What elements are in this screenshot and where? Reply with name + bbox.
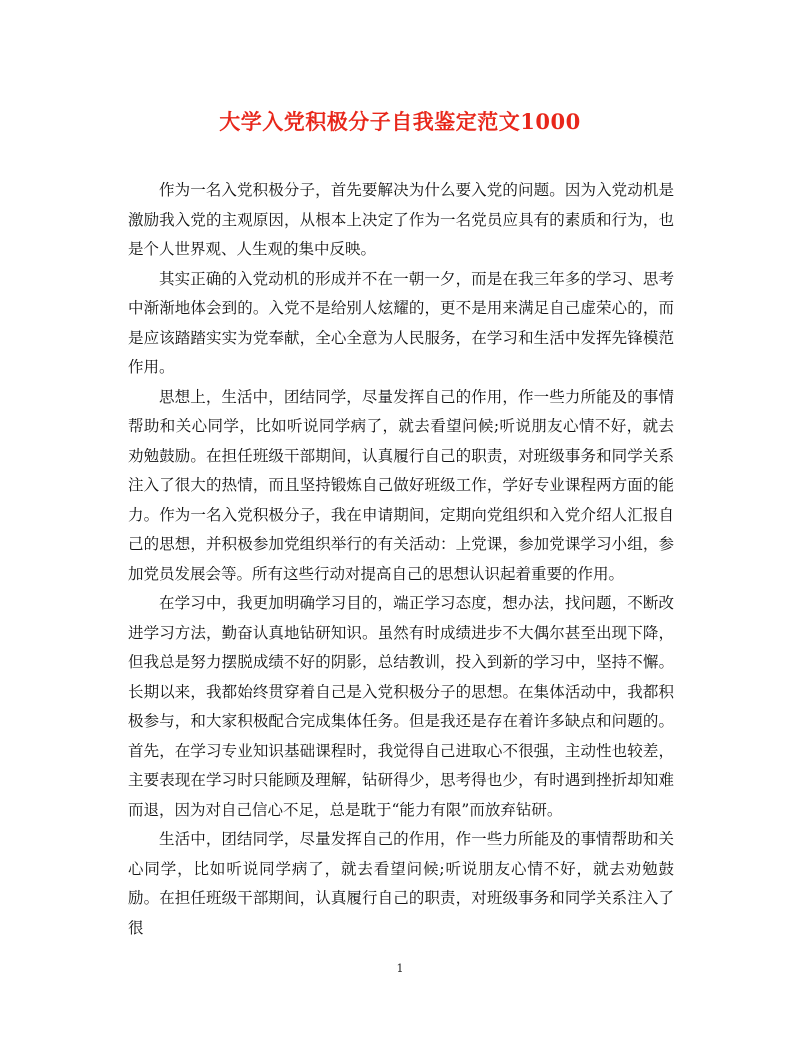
- paragraph-1: 作为一名入党积极分子，首先要解决为什么要入党的问题。因为入党动机是激励我入党的主观原因，从根本上决定了作为一名党员应具有的素质和行为，也是个人世界观、人生观的集中反映。: [128, 181, 674, 258]
- paragraph-5: 生活中，团结同学，尽量发挥自己的作用，作一些力所能及的事情帮助和关心同学，比如听说同学病了，就去看望问候;听说朋友心情不好，就去劝勉鼓励。在担任班级干部期间，认真履行自己的职责，对班级事务和同学关系注入了很: [128, 830, 674, 937]
- paragraph-4: 在学习中，我更加明确学习目的，端正学习态度，想办法，找问题，不断改进学习方法，勤奋认真地钻研知识。虽然有时成绩进步不大偶尔甚至出现下降，但我总是努力摆脱成绩不好的阴影，总结教训，投入到新的学习中，坚持不懈。长期以来，我都始终贯穿着自己是入党积极分子的思想。在集体活动中，我都积极参与，和大家积极配合完成集体任务。但是我还是存在着许多缺点和问题的。首先，在学习专业知识基础课程时，我觉得自己进取心不很强，主动性也较差，主要表现在学习时只能顾及理解，钻研得少，思考得也少，有时遇到挫折却知难而退，因为对自己信心不足，总是耽于“能力有限”而放弃钻研。: [128, 594, 674, 819]
- paragraph-3: 思想上，生活中，团结同学，尽量发挥自己的作用，作一些力所能及的事情帮助和关心同学，比如听说同学病了，就去看望问候;听说朋友心情不好，就去劝勉鼓励。在担任班级干部期间，认真履行自己的职责，对班级事务和同学关系注入了很大的热情，而且坚持锻炼自己做好班级工作，学好专业课程两方面的能力。作为一名入党积极分子，我在申请期间，定期向党组织和入党介绍人汇报自己的思想，并积极参加党组织举行的有关活动：上党课，参加党课学习小组，参加党员发展会等。所有这些行动对提高自己的思想认识起着重要的作用。: [128, 387, 674, 583]
- document-title: 大学入党积极分子自我鉴定范文1000: [219, 109, 581, 134]
- document-body: [128, 176, 674, 943]
- page-number: 1: [396, 962, 404, 975]
- paragraph-2: 其实正确的入党动机的形成并不在一朝一夕，而是在我三年多的学习、思考中渐渐地体会到的。入党不是给别人炫耀的，更不是用来满足自己虚荣心的，而是应该踏踏实实为党奉献，全心全意为人民服务，在学习和生活中发挥先锋模范作用。: [128, 269, 674, 376]
